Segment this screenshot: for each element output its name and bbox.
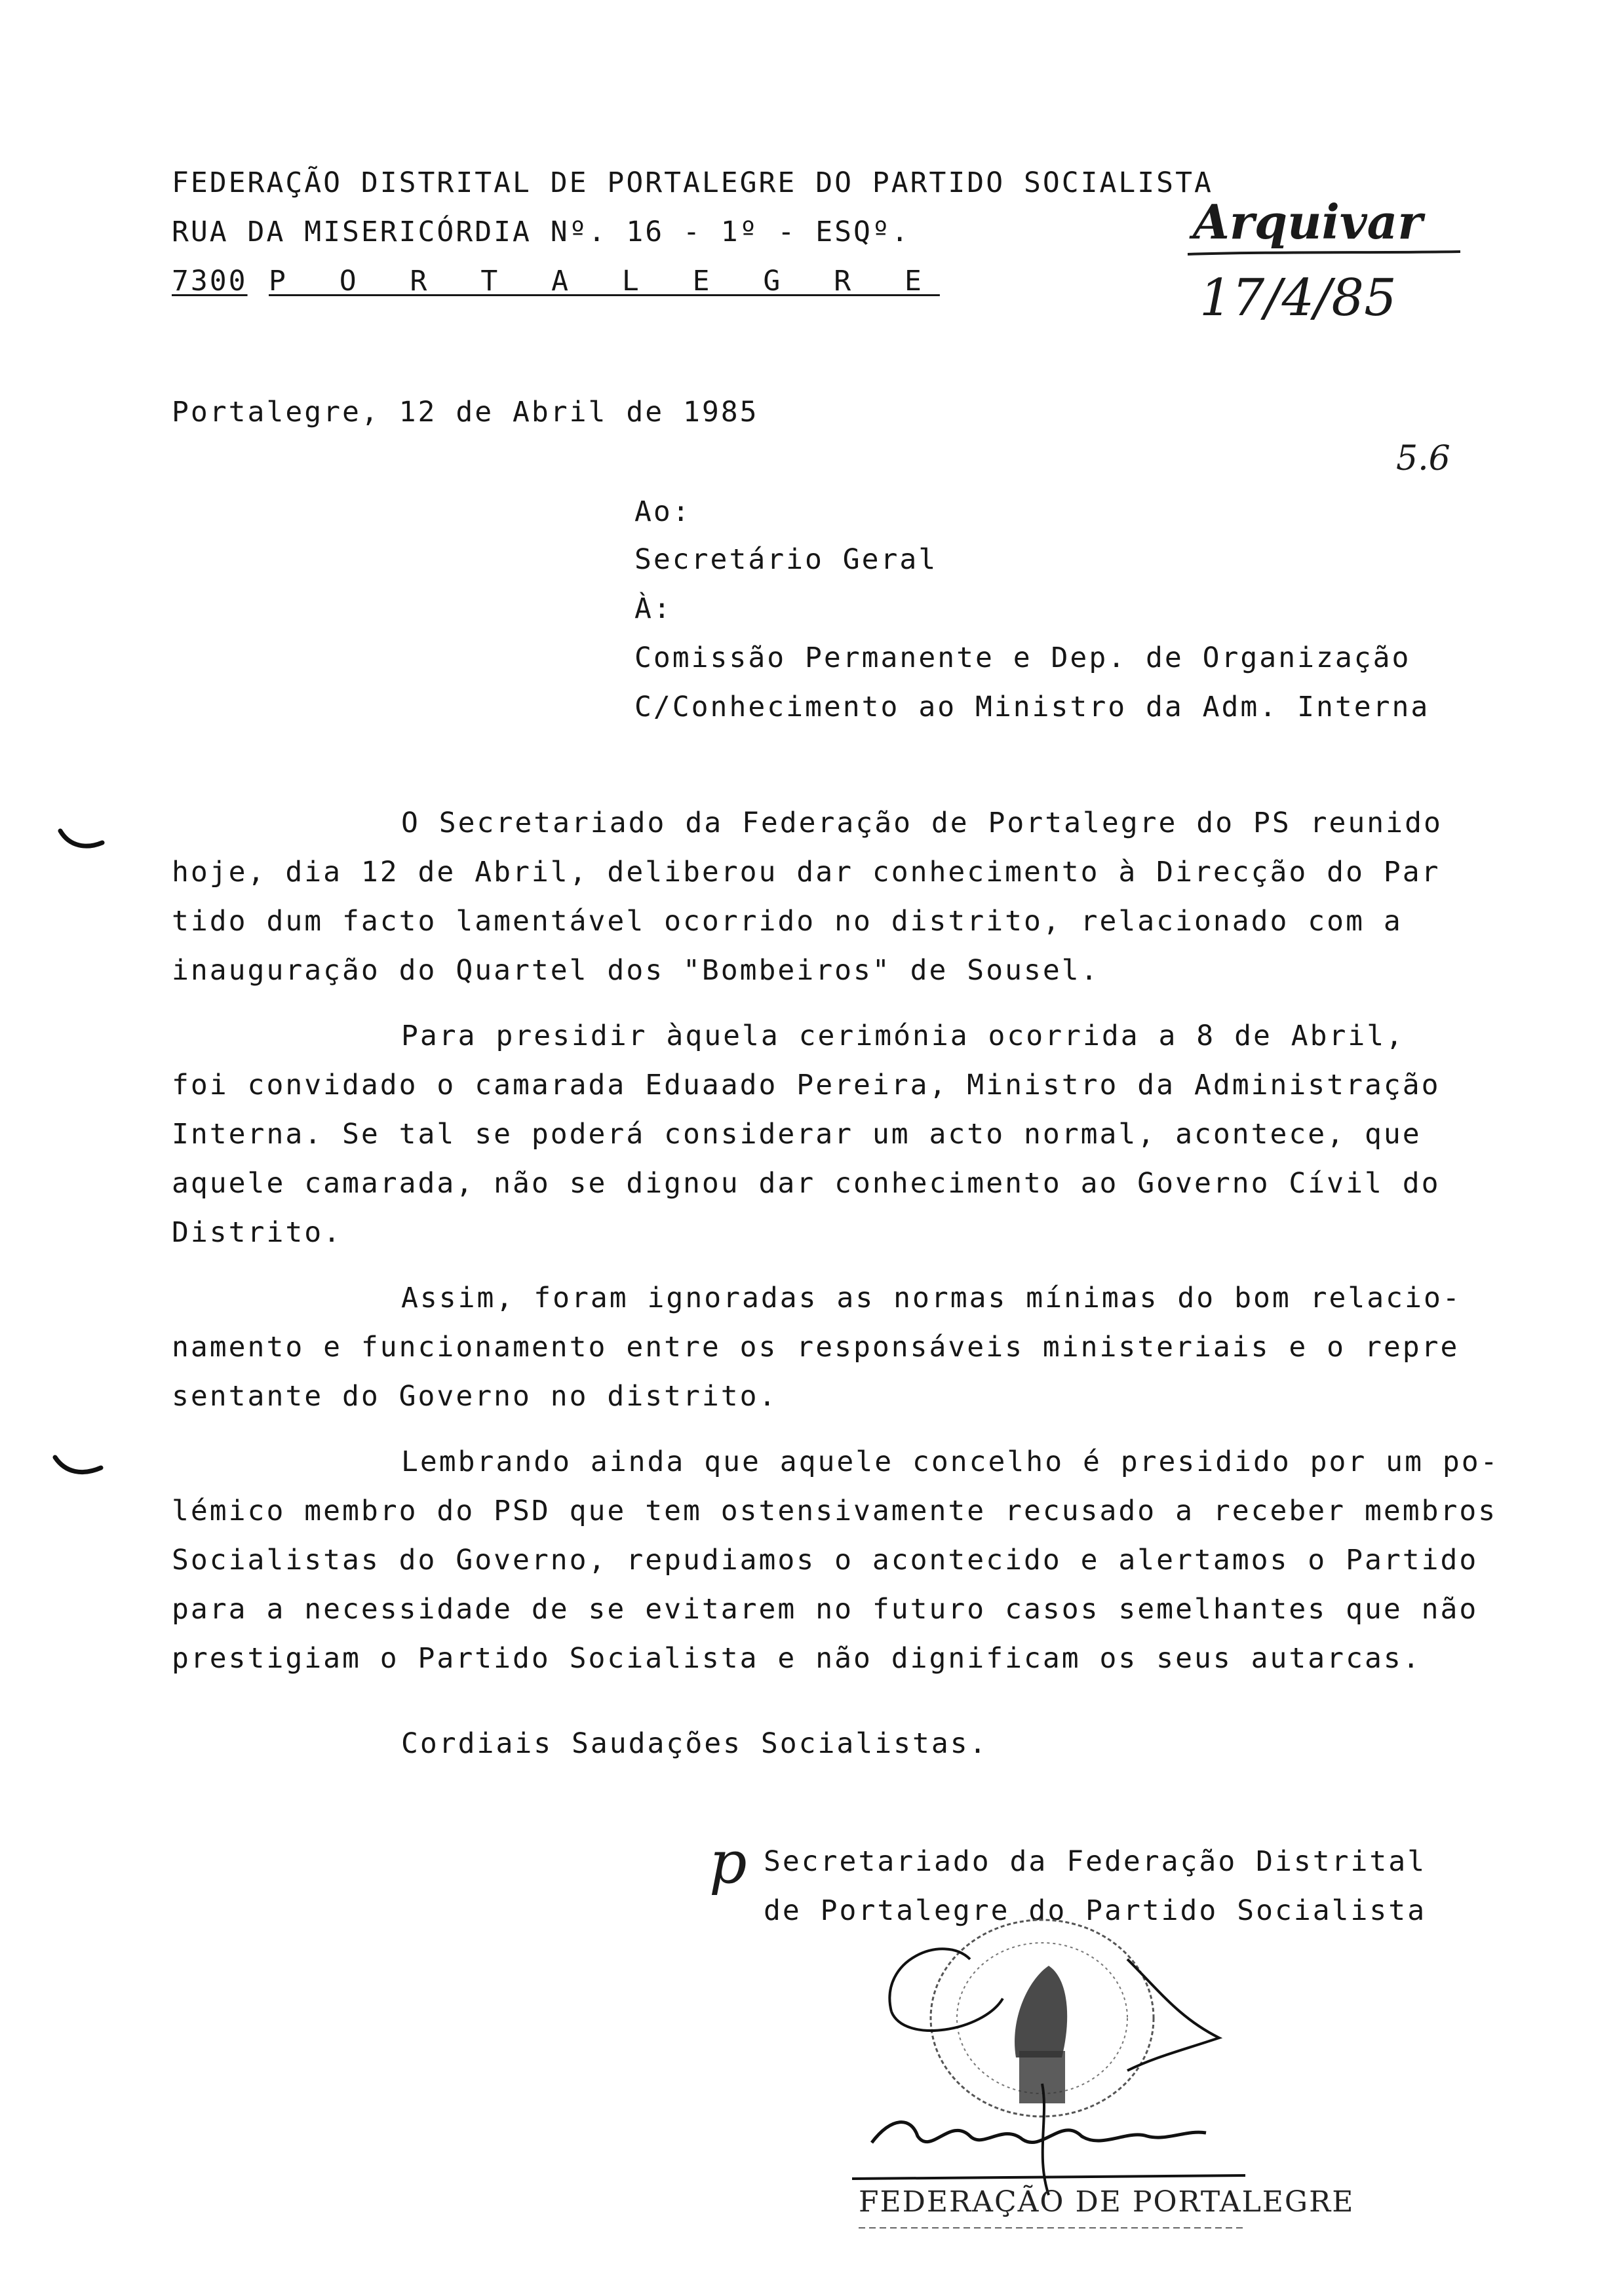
body-line: prestigiam o Partido Socialista e não dignificam os seus autarcas. — [172, 1642, 1422, 1675]
recipient-to-label: Ao: — [634, 495, 691, 528]
body-line: Assim, foram ignoradas as normas mínimas do bom relacio- — [401, 1282, 1462, 1314]
recipient-cc-name: Comissão Permanente e Dep. de Organização — [634, 641, 1411, 674]
recipient-cc-label: À: — [634, 592, 672, 625]
body-line: namento e funcionamento entre os responsáveis ministeriais e o repre — [172, 1331, 1460, 1364]
signature-block-line: Secretariado da Federação Distrital — [764, 1845, 1427, 1878]
party-seal-stamp — [852, 1920, 1355, 2234]
closing-line: Cordiais Saudações Socialistas. — [401, 1727, 988, 1760]
date-line: Portalegre, 12 de Abril de 1985 — [172, 396, 759, 429]
handwritten-reference: 5.6 — [1396, 439, 1450, 478]
letterhead-org: FEDERAÇÃO DISTRITAL DE PORTALEGRE DO PARTIDO SOCIALISTA — [172, 166, 1213, 199]
body-line: sentante do Governo no distrito. — [172, 1380, 778, 1413]
letterhead-city: P O R T A L E G R E — [269, 265, 940, 297]
body-line: Socialistas do Governo, repudiamos o acontecido e alertamos o Partido — [172, 1544, 1479, 1577]
signature-block-line: de Portalegre do Partido Socialista — [764, 1894, 1427, 1927]
margin-check-mark — [52, 1453, 105, 1480]
body-line: foi convidado o camarada Eduaado Pereira, Ministro da Administração — [172, 1069, 1441, 1101]
recipient-knowledge: C/Conhecimento ao Ministro da Adm. Interna — [634, 691, 1430, 723]
body-line: para a necessidade de se evitarem no futuro casos semelhantes que não — [172, 1593, 1479, 1626]
body-line: Interna. Se tal se poderá considerar um acto normal, acontece, que — [172, 1118, 1422, 1151]
handwritten-archive-date: 17/4/85 — [1199, 269, 1397, 328]
body-line: O Secretariado da Federação de Portalegre do PS reunido — [401, 807, 1443, 839]
body-line: lémico membro do PSD que tem ostensivamente recusado a receber membros — [172, 1495, 1498, 1527]
body-line: inauguração do Quartel dos "Bombeiros" de Sousel. — [172, 954, 1100, 987]
letterhead-street: RUA DA MISERICÓRDIA Nº. 16 - 1º - ESQº. — [172, 216, 910, 248]
body-line: hoje, dia 12 de Abril, deliberou dar conhecimento à Direcção do Par — [172, 856, 1441, 889]
body-line: Para presidir àquela cerimónia ocorrida a 8 de Abril, — [401, 1020, 1405, 1052]
handwritten-initial: p — [709, 1828, 747, 1897]
handwritten-archive-note: Arquivar — [1193, 194, 1423, 250]
svg-text:FEDERAÇÃO DE PORTALEGRE: FEDERAÇÃO DE PORTALEGRE — [859, 2185, 1355, 2219]
margin-check-mark — [58, 827, 105, 853]
handwritten-underline — [1186, 249, 1462, 258]
recipient-to-name: Secretário Geral — [634, 543, 938, 576]
body-line: aquele camarada, não se dignou dar conhecimento ao Governo Cívil do — [172, 1167, 1441, 1200]
body-line: Lembrando ainda que aquele concelho é presidido por um po- — [401, 1445, 1500, 1478]
body-line: tido dum facto lamentável ocorrido no distrito, relacionado com a — [172, 905, 1403, 938]
letterhead-postal-code: 7300 — [172, 265, 248, 297]
body-line: Distrito. — [172, 1216, 342, 1249]
